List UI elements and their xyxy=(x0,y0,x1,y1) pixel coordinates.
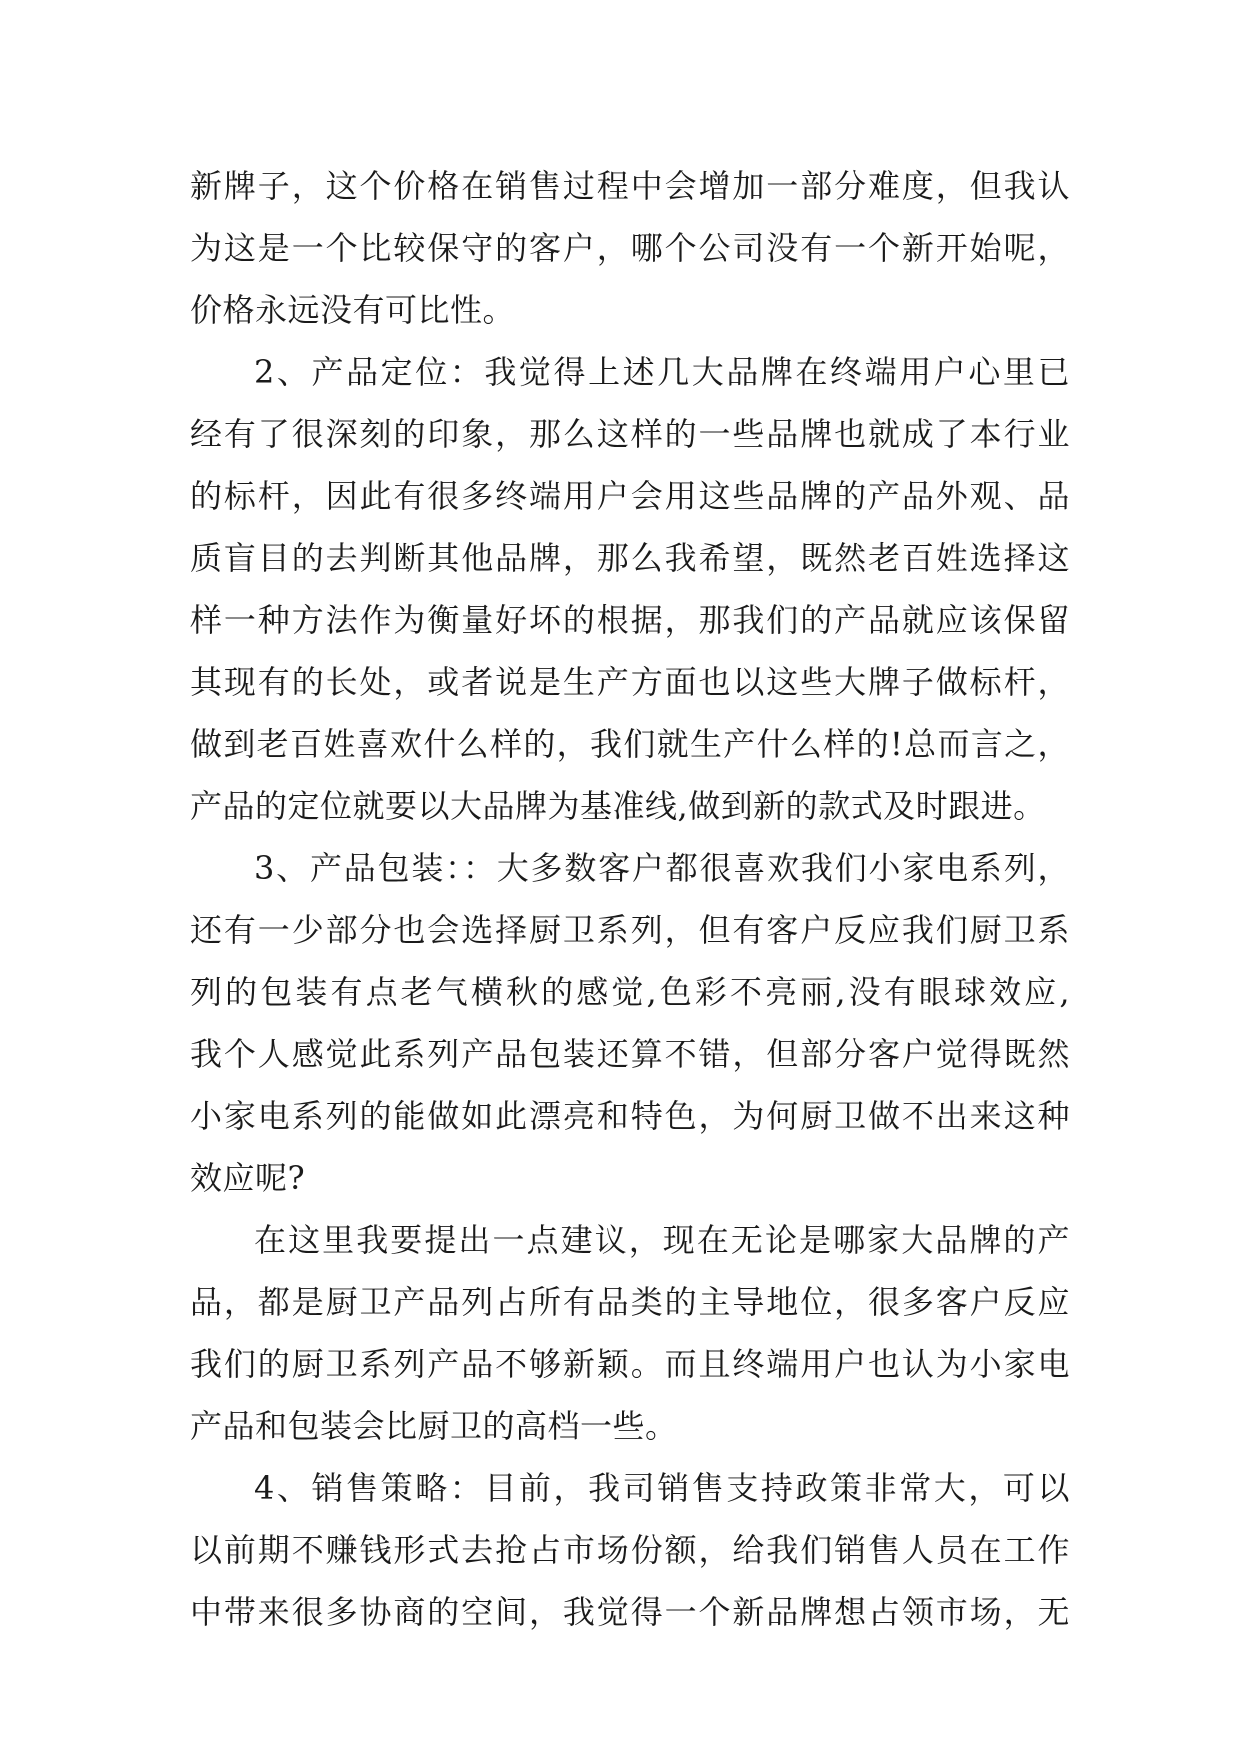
text-line: 在这里我要提出一点建议，现在无论是哪家大品牌的产 xyxy=(254,1221,1070,1259)
text-line: 效应呢? xyxy=(190,1159,306,1197)
text-line: 以前期不赚钱形式去抢占市场份额，给我们销售人员在工作 xyxy=(190,1531,1070,1569)
text-line: 4、销售策略：目前，我司销售支持政策非常大，可以 xyxy=(254,1469,1070,1507)
text-line: 新牌子，这个价格在销售过程中会增加一部分难度，但我认 xyxy=(190,167,1070,205)
text-line: 3、产品包装：：大多数客户都很喜欢我们小家电系列， xyxy=(254,849,1070,887)
text-line: 为这是一个比较保守的客户，哪个公司没有一个新开始呢， xyxy=(190,229,1070,267)
text-line: 产品和包装会比厨卫的高档一些。 xyxy=(190,1407,678,1445)
text-line: 产品的定位就要以大品牌为基准线,做到新的款式及时跟进。 xyxy=(190,787,1046,825)
text-line: 价格永远没有可比性。 xyxy=(190,291,516,329)
body-text xyxy=(190,155,1070,1643)
text-line: 我个人感觉此系列产品包装还算不错，但部分客户觉得既然 xyxy=(190,1035,1070,1073)
text-line: 做到老百姓喜欢什么样的，我们就生产什么样的!总而言之， xyxy=(190,725,1070,763)
text-line: 我们的厨卫系列产品不够新颖。而且终端用户也认为小家电 xyxy=(190,1345,1070,1383)
text-line: 经有了很深刻的印象，那么这样的一些品牌也就成了本行业 xyxy=(190,415,1070,453)
text-line: 质盲目的去判断其他品牌，那么我希望，既然老百姓选择这 xyxy=(190,539,1070,577)
text-line: 中带来很多协商的空间，我觉得一个新品牌想占领市场，无 xyxy=(190,1593,1070,1631)
text-line: 列的包装有点老气横秋的感觉,色彩不亮丽,没有眼球效应, xyxy=(190,973,1070,1011)
text-line: 品，都是厨卫产品列占所有品类的主导地位，很多客户反应 xyxy=(190,1283,1070,1321)
text-line: 样一种方法作为衡量好坏的根据，那我们的产品就应该保留 xyxy=(190,601,1070,639)
text-line: 小家电系列的能做如此漂亮和特色，为何厨卫做不出来这种 xyxy=(190,1097,1070,1135)
text-line: 还有一少部分也会选择厨卫系列，但有客户反应我们厨卫系 xyxy=(190,911,1070,949)
text-line: 的标杆，因此有很多终端用户会用这些品牌的产品外观、品 xyxy=(190,477,1070,515)
text-line: 其现有的长处，或者说是生产方面也以这些大牌子做标杆， xyxy=(190,663,1070,701)
text-line: 2、产品定位：我觉得上述几大品牌在终端用户心里已 xyxy=(254,353,1070,391)
